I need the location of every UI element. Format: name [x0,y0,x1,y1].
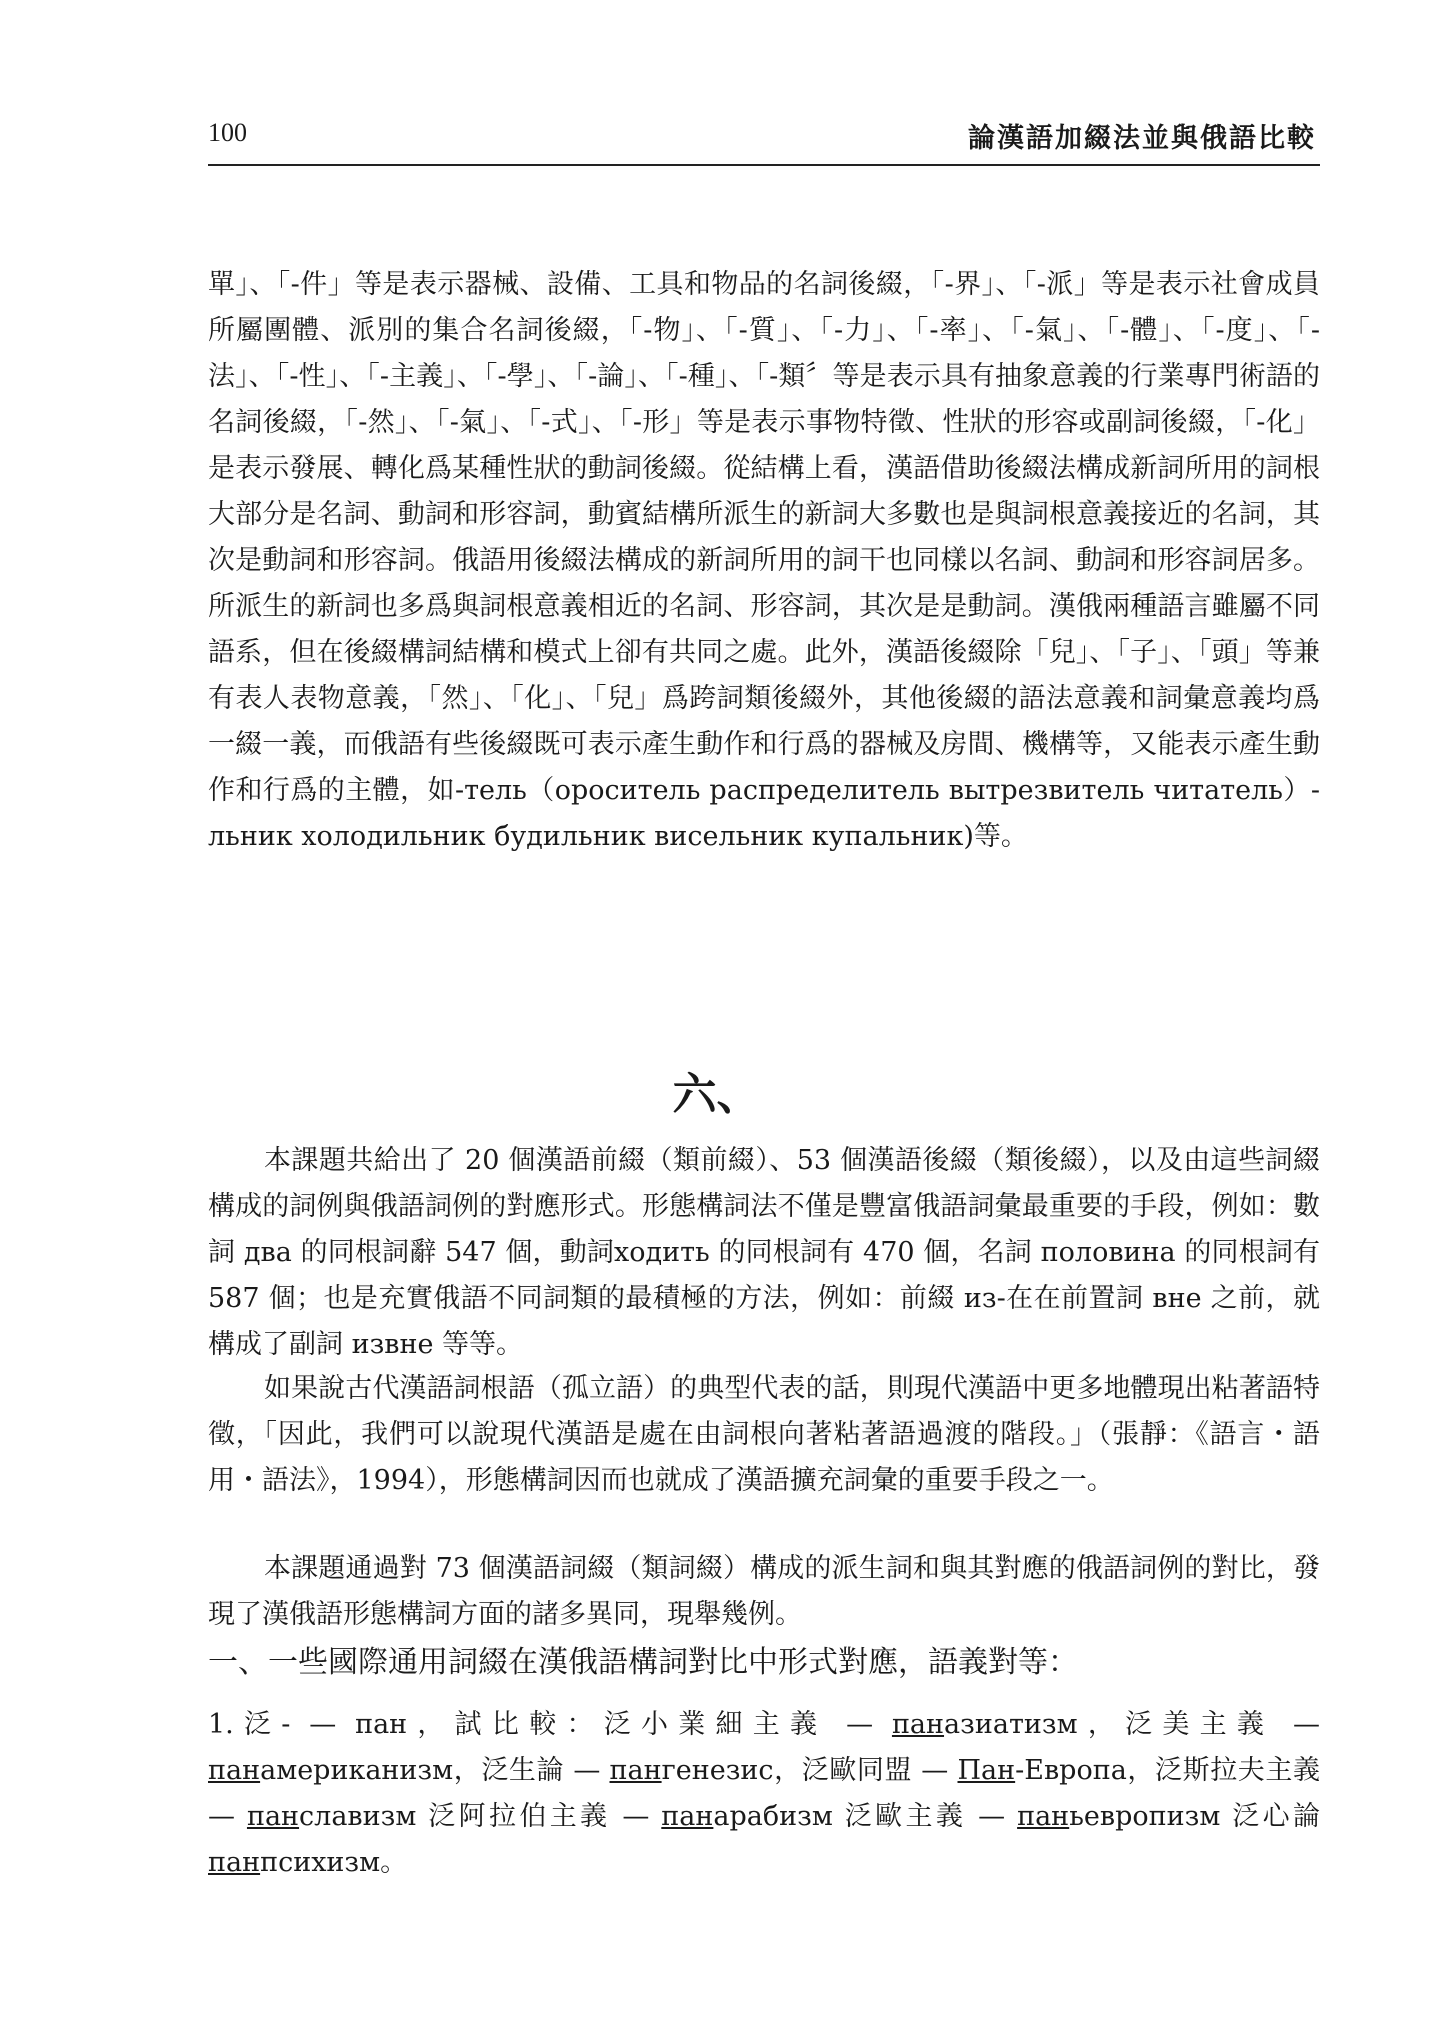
prefix-underlined: пан [891,1709,945,1740]
page-number: 100 [208,118,247,147]
body-paragraph: 本課題共給出了 20 個漢語前綴（類前綴）、53 個漢語後綴（類後綴），以及由這些詞綴構成的詞例與俄語詞例的對應形式。形態構詞法不僅是豐富俄語詞彙最重要的手段，例如：數詞 два 的同根詞辭 547 個，動詞ходить 的同根詞有 470 個，名詞 половина 的同根詞有 587 個；也是充實俄語不同詞類的最積極的方法，例如：前綴 из-在在前置詞 вне 之前，就構成了副詞 извне 等等。 [208,1145,1320,1360]
item-text: арабизм 泛歐主義 — [713,1801,1018,1832]
prefix-underlined: пан [246,1801,300,1832]
item-text: азиатизм，泛美主義 — [944,1709,1320,1740]
item-text: -Европа，泛斯拉夫主義— [208,1755,1320,1832]
list-item [208,1702,1320,1886]
item-text: американизм，泛生論 — [260,1755,610,1786]
item-text: 1.泛- — пан，試比較：泛小業細主義 — [208,1709,892,1740]
running-title: 論漢語加綴法並與俄語比較 [968,123,1316,154]
item-text: генезис，泛歐同盟 — [661,1755,958,1786]
prefix-underlined: пан [1017,1801,1070,1832]
body-paragraph: 單」、「-件」等是表示器械、設備、工具和物品的名詞後綴，「-界」、「-派」等是表示社會成員所屬團體、派別的集合名詞後綴，「-物」、「-質」、「-力」、「-率」、「-氣」、「-體」、「-度」、「-法」、「-性」、「-主義」、「-學」、「-論」、「-種」、「-類〞等是表示具有抽象意義的行業專門術語的名詞後綴，「-然」、「-氣」、「-式」、「-形」等是表示事物特徵、性狀的形容或副詞後綴，「-化」是表示發展、轉化爲某種性狀的動詞後綴。從結構上看，漢語借助後綴法構成新詞所用的詞根大部分是名詞、動詞和形容詞，動賓結構所派生的新詞大多數也是與詞根意義接近的名詞，其次是動詞和形容詞。俄語用後綴法構成的新詞所用的詞干也同樣以名詞、動詞和形容詞居多。所派生的新詞也多爲與詞根意義相近的名詞、形容詞，其次是是動詞。漢俄兩種語言雖屬不同語系，但在後綴構詞結構和模式上卻有共同之處。此外，漢語後綴除「兒」、「子」、「頭」等兼有表人表物意義，「然」、「化」、「兒」爲跨詞類後綴外，其他後綴的語法意義和詞彙意義均爲一綴一義，而俄語有些後綴既可表示產生動作和行爲的器械及房間、機構等，又能表示產生動作和行爲的主體，如-тель（ороситель распределитель вытрезвитель читатель）-льник холодильник будильник висельник купальник)等。 [208,269,1320,852]
item-text: психизм。 [260,1847,408,1878]
section-title: 六、 [672,1069,761,1120]
prefix-underlined: пан [208,1847,261,1878]
prefix-underlined: пан [661,1801,714,1832]
prefix-underlined: пан [208,1755,261,1786]
page-header [208,110,1320,166]
item-text: ьевропизм 泛心論 [1069,1801,1320,1832]
prefix-underlined: пан [609,1755,662,1786]
body-paragraph: 如果說古代漢語詞根語（孤立語）的典型代表的話，則現代漢語中更多地體現出粘著語特徵，「因此，我們可以說現代漢語是處在由詞根向著粘著語過渡的階段。」（張靜：《語言・語用・語法》，1994），形態構詞因而也就成了漢語擴充詞彙的重要手段之一。 [208,1373,1320,1496]
subsection-heading: 一、一些國際通用詞綴在漢俄語構詞對比中形式對應，語義對等： [208,1645,1078,1680]
body-paragraph: 本課題通過對 73 個漢語詞綴（類詞綴）構成的派生詞和與其對應的俄語詞例的對比，發現了漢俄語形態構詞方面的諸多異同，現舉幾例。 [208,1553,1320,1630]
item-text: славизм 泛阿拉伯主義 — [299,1801,662,1832]
prefix-underlined: Пан [957,1755,1016,1786]
